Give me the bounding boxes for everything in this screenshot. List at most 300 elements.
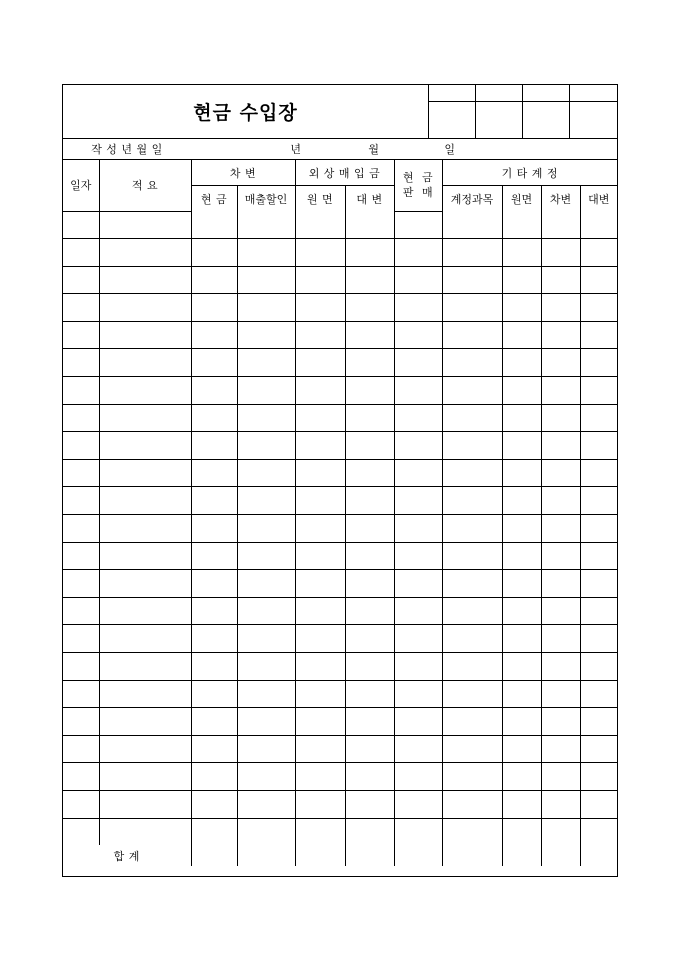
ledger-cell[interactable] [237,321,295,349]
ledger-cell[interactable] [237,790,295,818]
table-row [63,625,617,653]
ledger-cell[interactable] [502,625,541,653]
ledger-cell[interactable] [237,708,295,736]
header-debit-cash: 현 금 [191,186,237,212]
table-row [63,377,617,405]
ledger-cell[interactable] [442,239,502,267]
header-summary: 적 요 [99,160,191,212]
header-sales-discount: 매출할인 [237,186,295,212]
ledger-cell[interactable] [99,790,191,818]
ledger-cell[interactable] [63,515,99,543]
ledger-cell[interactable] [541,763,580,791]
ledger-cell[interactable] [394,377,442,405]
ledger-cell[interactable] [237,404,295,432]
ledger-cell[interactable] [541,680,580,708]
ledger-cell[interactable] [237,294,295,322]
ledger-cell[interactable] [295,211,345,239]
ledger-cell[interactable] [295,653,345,681]
ledger-cell[interactable] [191,487,237,515]
ledger-cell[interactable] [502,321,541,349]
ledger-cell[interactable] [63,459,99,487]
ledger-cell[interactable] [191,542,237,570]
ledger-cell[interactable] [541,515,580,543]
ledger-cell[interactable] [63,432,99,460]
ledger-cell[interactable] [580,597,617,625]
ledger-cell[interactable] [345,294,394,322]
ledger-cell[interactable] [394,239,442,267]
ledger-cell[interactable] [580,459,617,487]
ledger-cell[interactable] [191,708,237,736]
ledger-cell[interactable] [191,653,237,681]
ledger-cell[interactable] [580,432,617,460]
ledger-cell[interactable] [502,487,541,515]
ledger-cell[interactable] [191,404,237,432]
ledger-cell[interactable] [99,708,191,736]
ledger-cell[interactable] [237,459,295,487]
ledger-cell[interactable] [394,487,442,515]
ledger-cell[interactable] [345,487,394,515]
ledger-cell[interactable] [295,790,345,818]
ledger-cell[interactable] [63,239,99,267]
ledger-cell[interactable] [502,211,541,239]
ledger-cell[interactable] [394,653,442,681]
ledger-cell[interactable] [99,515,191,543]
ledger-cell[interactable] [541,349,580,377]
ledger-cell[interactable] [502,735,541,763]
ledger-cell[interactable] [237,432,295,460]
ledger-cell[interactable] [502,459,541,487]
ledger-cell[interactable] [63,349,99,377]
ledger-cell[interactable] [541,818,580,845]
approval-sign-cell [429,102,476,138]
ledger-cell[interactable] [442,708,502,736]
ledger-cell[interactable] [295,404,345,432]
ledger-cell[interactable] [580,404,617,432]
ledger-cell[interactable] [541,459,580,487]
ledger-cell[interactable] [237,597,295,625]
ledger-cell[interactable] [63,597,99,625]
ledger-cell[interactable] [394,515,442,543]
ledger-cell[interactable] [442,597,502,625]
ledger-cell[interactable] [63,404,99,432]
ledger-cell[interactable] [502,432,541,460]
ledger-cell[interactable] [502,597,541,625]
header-other-debit: 차변 [541,186,580,212]
ledger-cell[interactable] [580,239,617,267]
ledger-cell[interactable] [580,266,617,294]
ledger-body [63,211,617,845]
ledger-cell[interactable] [191,735,237,763]
ledger-cell[interactable] [99,404,191,432]
ledger-cell[interactable] [191,211,237,239]
ledger-cell[interactable] [99,763,191,791]
ledger-cell[interactable] [237,570,295,598]
header-debit: 차 변 [191,160,295,186]
cash-receipts-ledger-sheet [62,84,618,877]
ledger-table [63,139,617,866]
ledger-cell[interactable] [99,653,191,681]
ledger-cell[interactable] [394,459,442,487]
ledger-cell[interactable] [345,790,394,818]
ledger-cell[interactable] [237,266,295,294]
header-principal: 원 면 [295,186,345,212]
ledger-cell[interactable] [345,266,394,294]
total-cell[interactable] [502,845,541,866]
ledger-cell[interactable] [237,818,295,845]
ledger-cell[interactable] [237,239,295,267]
ledger-cell[interactable] [502,570,541,598]
ledger-cell[interactable] [345,239,394,267]
ledger-cell[interactable] [394,597,442,625]
ledger-cell[interactable] [99,321,191,349]
ledger-cell[interactable] [345,404,394,432]
ledger-cell[interactable] [394,763,442,791]
ledger-cell[interactable] [442,735,502,763]
ledger-cell[interactable] [345,432,394,460]
ledger-cell[interactable] [63,680,99,708]
ledger-cell[interactable] [502,349,541,377]
ledger-cell[interactable] [442,321,502,349]
header-cash-sales: 현 금 판 매 [394,160,442,212]
ledger-cell[interactable] [191,377,237,405]
approval-sign-cell [476,102,523,138]
total-cell[interactable] [191,845,237,866]
ledger-cell[interactable] [541,542,580,570]
ledger-cell[interactable] [237,763,295,791]
total-cell[interactable] [580,845,617,866]
total-cell[interactable] [442,845,502,866]
ledger-cell[interactable] [99,625,191,653]
ledger-cell[interactable] [442,404,502,432]
ledger-cell[interactable] [237,211,295,239]
table-row [63,597,617,625]
ledger-cell[interactable] [580,487,617,515]
table-row [63,542,617,570]
ledger-cell[interactable] [502,294,541,322]
ledger-cell[interactable] [541,432,580,460]
ledger-cell[interactable] [580,349,617,377]
ledger-cell[interactable] [541,597,580,625]
total-cell[interactable] [237,845,295,866]
ledger-cell[interactable] [442,763,502,791]
ledger-cell[interactable] [63,294,99,322]
ledger-cell[interactable] [541,321,580,349]
ledger-cell[interactable] [580,515,617,543]
ledger-cell[interactable] [394,404,442,432]
ledger-cell[interactable] [345,570,394,598]
ledger-cell[interactable] [191,763,237,791]
total-label: 합 계 [63,845,191,866]
header-date: 일자 [63,160,99,212]
ledger-cell[interactable] [345,708,394,736]
ledger-cell[interactable] [394,708,442,736]
ledger-cell[interactable] [295,266,345,294]
title-block [63,85,429,139]
page-title: 현금 수입장 [193,102,298,124]
ledger-cell[interactable] [63,570,99,598]
ledger-cell[interactable] [580,735,617,763]
ledger-cell[interactable] [345,515,394,543]
ledger-cell[interactable] [541,735,580,763]
ledger-cell[interactable] [345,542,394,570]
date-row-cell [63,139,617,160]
ledger-cell[interactable] [580,680,617,708]
table-row [63,515,617,543]
ledger-cell[interactable] [295,818,345,845]
ledger-cell[interactable] [394,542,442,570]
table-row [63,680,617,708]
ledger-cell[interactable] [63,321,99,349]
ledger-cell[interactable] [580,294,617,322]
ledger-cell[interactable] [295,735,345,763]
ledger-cell[interactable] [394,321,442,349]
ledger-cell[interactable] [345,597,394,625]
ledger-cell[interactable] [502,790,541,818]
ledger-cell[interactable] [99,597,191,625]
table-row [63,763,617,791]
ledger-cell[interactable] [99,570,191,598]
ledger-cell[interactable] [99,266,191,294]
ledger-cell[interactable] [442,570,502,598]
ledger-cell[interactable] [394,818,442,845]
ledger-cell[interactable] [191,321,237,349]
ledger-cell[interactable] [237,542,295,570]
ledger-cell[interactable] [580,321,617,349]
ledger-cell[interactable] [442,211,502,239]
ledger-cell[interactable] [442,515,502,543]
ledger-cell[interactable] [63,790,99,818]
ledger-cell[interactable] [442,349,502,377]
ledger-cell[interactable] [442,459,502,487]
ledger-cell[interactable] [63,542,99,570]
table-row [63,404,617,432]
ledger-cell[interactable] [394,570,442,598]
ledger-cell[interactable] [237,680,295,708]
ledger-cell[interactable] [295,542,345,570]
ledger-cell[interactable] [580,570,617,598]
ledger-cell[interactable] [580,377,617,405]
ledger-cell[interactable] [442,542,502,570]
ledger-cell[interactable] [191,294,237,322]
ledger-cell[interactable] [442,625,502,653]
ledger-cell[interactable] [541,404,580,432]
ledger-cell[interactable] [237,487,295,515]
ledger-cell[interactable] [99,680,191,708]
ledger-cell[interactable] [63,211,99,239]
ledger-cell[interactable] [394,266,442,294]
ledger-cell[interactable] [394,625,442,653]
ledger-cell[interactable] [442,294,502,322]
ledger-cell[interactable] [99,349,191,377]
ledger-cell[interactable] [63,818,99,845]
ledger-cell[interactable] [99,542,191,570]
ledger-cell[interactable] [63,708,99,736]
ledger-cell[interactable] [191,432,237,460]
ledger-cell[interactable] [541,653,580,681]
table-row [63,294,617,322]
total-cell[interactable] [394,845,442,866]
ledger-cell[interactable] [541,708,580,736]
total-cell[interactable] [295,845,345,866]
table-row [63,432,617,460]
ledger-cell[interactable] [99,432,191,460]
ledger-cell[interactable] [295,487,345,515]
ledger-cell[interactable] [191,597,237,625]
ledger-cell[interactable] [63,487,99,515]
ledger-cell[interactable] [295,432,345,460]
ledger-cell[interactable] [442,487,502,515]
ledger-cell[interactable] [295,680,345,708]
ledger-cell[interactable] [580,542,617,570]
ledger-cell[interactable] [345,349,394,377]
ledger-cell[interactable] [541,377,580,405]
ledger-cell[interactable] [295,625,345,653]
ledger-cell[interactable] [345,625,394,653]
ledger-cell[interactable] [442,266,502,294]
ledger-cell[interactable] [99,239,191,267]
ledger-cell[interactable] [345,680,394,708]
ledger-cell[interactable] [502,515,541,543]
header-other-accounts: 기 타 계 정 [442,160,617,186]
ledger-cell[interactable] [237,653,295,681]
ledger-cell[interactable] [191,570,237,598]
ledger-cell[interactable] [191,818,237,845]
ledger-cell[interactable] [99,459,191,487]
ledger-cell[interactable] [63,735,99,763]
ledger-cell[interactable] [345,377,394,405]
total-cell[interactable] [345,845,394,866]
ledger-cell[interactable] [237,349,295,377]
ledger-cell[interactable] [99,294,191,322]
ledger-cell[interactable] [345,211,394,239]
ledger-cell[interactable] [237,515,295,543]
ledger-cell[interactable] [345,735,394,763]
ledger-cell[interactable] [295,321,345,349]
ledger-cell[interactable] [541,625,580,653]
ledger-cell[interactable] [191,515,237,543]
ledger-cell[interactable] [580,625,617,653]
ledger-cell[interactable] [345,763,394,791]
ledger-cell[interactable] [394,294,442,322]
total-cell[interactable] [541,845,580,866]
ledger-cell[interactable] [237,377,295,405]
ledger-cell[interactable] [541,487,580,515]
ledger-cell[interactable] [394,790,442,818]
ledger-cell[interactable] [99,211,191,239]
ledger-cell[interactable] [191,459,237,487]
total-row [63,845,617,866]
ledger-cell[interactable] [295,763,345,791]
ledger-cell[interactable] [502,266,541,294]
approval-header-cell [429,85,476,102]
ledger-cell[interactable] [295,515,345,543]
ledger-cell[interactable] [394,680,442,708]
ledger-cell[interactable] [394,211,442,239]
approval-header-cell [523,85,570,102]
ledger-cell[interactable] [295,294,345,322]
ledger-cell[interactable] [502,680,541,708]
ledger-cell[interactable] [442,432,502,460]
table-row [63,239,617,267]
ledger-cell[interactable] [502,239,541,267]
table-row [63,570,617,598]
ledger-cell[interactable] [295,459,345,487]
ledger-cell[interactable] [295,239,345,267]
ledger-cell[interactable] [63,377,99,405]
ledger-cell[interactable] [63,625,99,653]
ledger-cell[interactable] [541,294,580,322]
date-label: 작 성 년 월 일 [91,143,163,156]
ledger-cell[interactable] [237,735,295,763]
ledger-cell[interactable] [63,266,99,294]
ledger-cell[interactable] [541,211,580,239]
ledger-cell[interactable] [580,763,617,791]
ledger-cell[interactable] [442,818,502,845]
ledger-cell[interactable] [541,239,580,267]
header-other-credit: 대변 [580,186,617,212]
ledger-cell[interactable] [541,266,580,294]
ledger-cell[interactable] [191,680,237,708]
ledger-cell[interactable] [502,818,541,845]
ledger-cell[interactable] [502,404,541,432]
ledger-cell[interactable] [502,708,541,736]
ledger-cell[interactable] [442,680,502,708]
ledger-cell[interactable] [345,321,394,349]
table-row [63,818,617,845]
ledger-cell[interactable] [99,818,191,845]
ledger-cell[interactable] [442,653,502,681]
ledger-cell[interactable] [541,790,580,818]
ledger-cell[interactable] [541,570,580,598]
ledger-cell[interactable] [191,349,237,377]
ledger-cell[interactable] [99,377,191,405]
ledger-cell[interactable] [442,790,502,818]
ledger-cell[interactable] [580,708,617,736]
ledger-cell[interactable] [237,625,295,653]
ledger-cell[interactable] [63,763,99,791]
ledger-cell[interactable] [345,818,394,845]
ledger-cell[interactable] [295,708,345,736]
ledger-cell[interactable] [63,653,99,681]
date-year-label: 년 [290,143,301,156]
ledger-cell[interactable] [580,790,617,818]
ledger-cell[interactable] [191,239,237,267]
ledger-cell[interactable] [394,735,442,763]
ledger-cell[interactable] [442,377,502,405]
ledger-cell[interactable] [295,597,345,625]
date-row [63,139,617,160]
ledger-cell[interactable] [99,735,191,763]
ledger-cell[interactable] [394,349,442,377]
ledger-cell[interactable] [580,211,617,239]
ledger-cell[interactable] [502,763,541,791]
ledger-cell[interactable] [502,377,541,405]
ledger-cell[interactable] [345,459,394,487]
ledger-cell[interactable] [191,790,237,818]
ledger-cell[interactable] [394,432,442,460]
ledger-cell[interactable] [295,377,345,405]
ledger-cell[interactable] [99,487,191,515]
ledger-cell[interactable] [191,266,237,294]
ledger-cell[interactable] [295,349,345,377]
ledger-cell[interactable] [191,625,237,653]
ledger-cell[interactable] [295,570,345,598]
ledger-cell[interactable] [502,542,541,570]
ledger-cell[interactable] [580,653,617,681]
ledger-cell[interactable] [345,653,394,681]
ledger-cell[interactable] [580,818,617,845]
ledger-cell[interactable] [502,653,541,681]
